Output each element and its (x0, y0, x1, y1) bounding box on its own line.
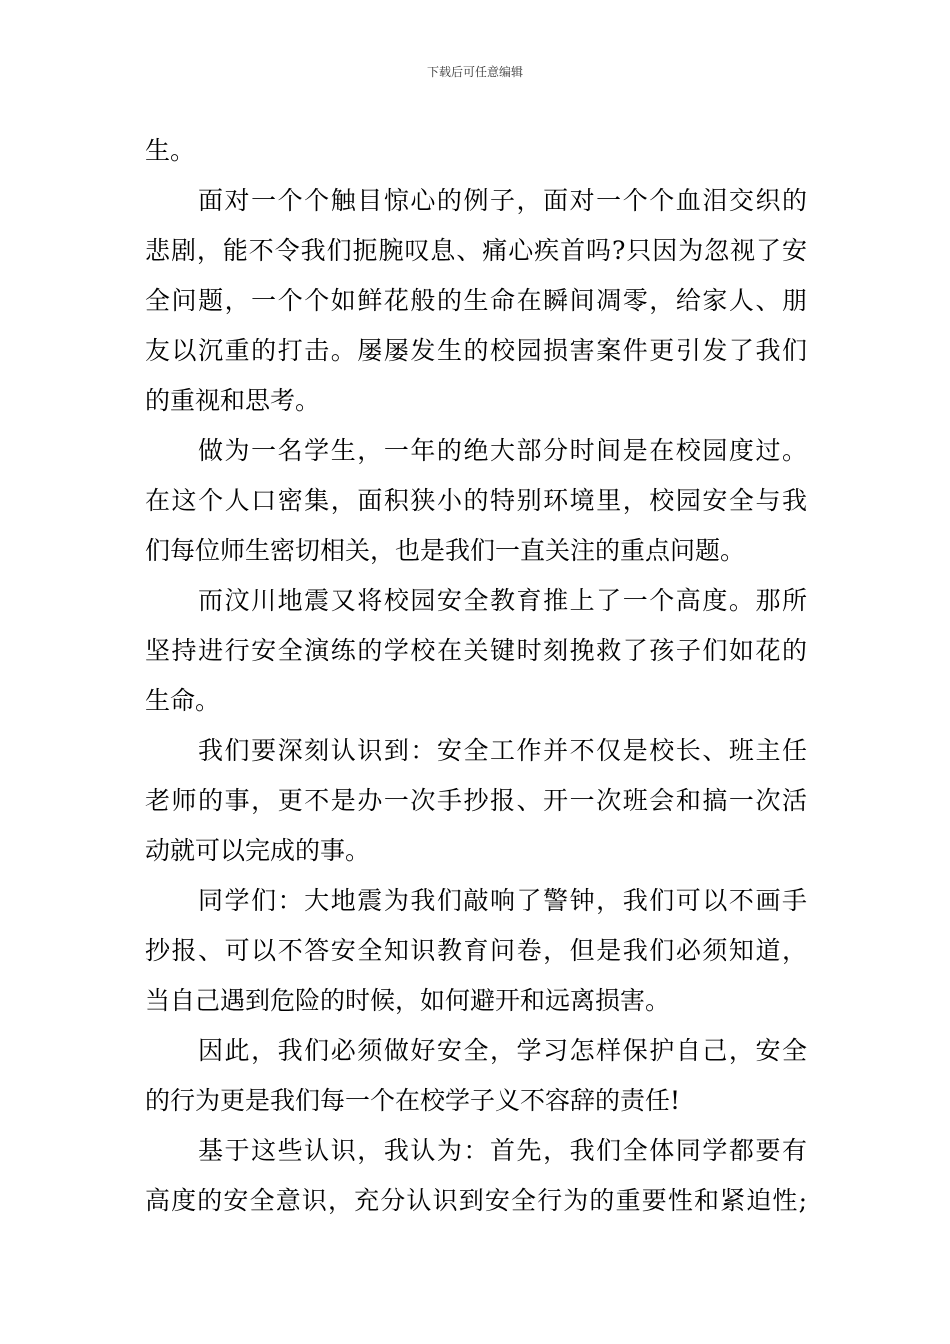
text-line: 全问题，一个个如鲜花般的生命在瞬间凋零，给家人、朋 (145, 286, 807, 315)
text-line: 的行为更是我们每一个在校学子义不容辞的责任! (145, 1086, 681, 1115)
text-line: 生。 (145, 136, 196, 165)
text-line: 坚持进行安全演练的学校在关键时刻挽救了孩子们如花的 (145, 636, 807, 665)
text-line: 抄报、可以不答安全知识教育问卷，但是我们必须知道， (145, 936, 807, 965)
text-line: 做为一名学生，一年的绝大部分时间是在校园度过。 (198, 436, 807, 465)
text-line: 老师的事，更不是办一次手抄报、开一次班会和搞一次活 (145, 786, 807, 815)
text-line: 高度的安全意识，充分认识到安全行为的重要性和紧迫性; (145, 1186, 807, 1215)
page-header: 下载后可任意编辑 (426, 65, 523, 79)
text-line: 而汶川地震又将校园安全教育推上了一个高度。那所 (198, 586, 807, 615)
text-line: 同学们：大地震为我们敲响了警钟，我们可以不画手 (198, 886, 807, 915)
text-line: 友以沉重的打击。屡屡发生的校园损害案件更引发了我们 (145, 336, 807, 365)
text-line: 面对一个个触目惊心的例子，面对一个个血泪交织的 (198, 186, 807, 215)
document-body (145, 126, 807, 1226)
text-line: 我们要深刻认识到：安全工作并不仅是校长、班主任 (198, 736, 807, 765)
text-line: 的重视和思考。 (145, 386, 321, 415)
text-line: 生命。 (145, 686, 221, 715)
text-line: 动就可以完成的事。 (145, 836, 371, 865)
text-line: 当自己遇到危险的时候，如何避开和远离损害。 (145, 986, 671, 1015)
text-line: 基于这些认识，我认为：首先，我们全体同学都要有 (198, 1136, 807, 1165)
text-line: 悲剧，能不令我们扼腕叹息、痛心疾首吗?只因为忽视了安 (145, 236, 807, 265)
text-line: 在这个人口密集，面积狭小的特别环境里，校园安全与我 (145, 486, 807, 515)
text-line: 因此，我们必须做好安全，学习怎样保护自己，安全 (198, 1036, 807, 1065)
text-line: 们每位师生密切相关，也是我们一直关注的重点问题。 (145, 536, 746, 565)
